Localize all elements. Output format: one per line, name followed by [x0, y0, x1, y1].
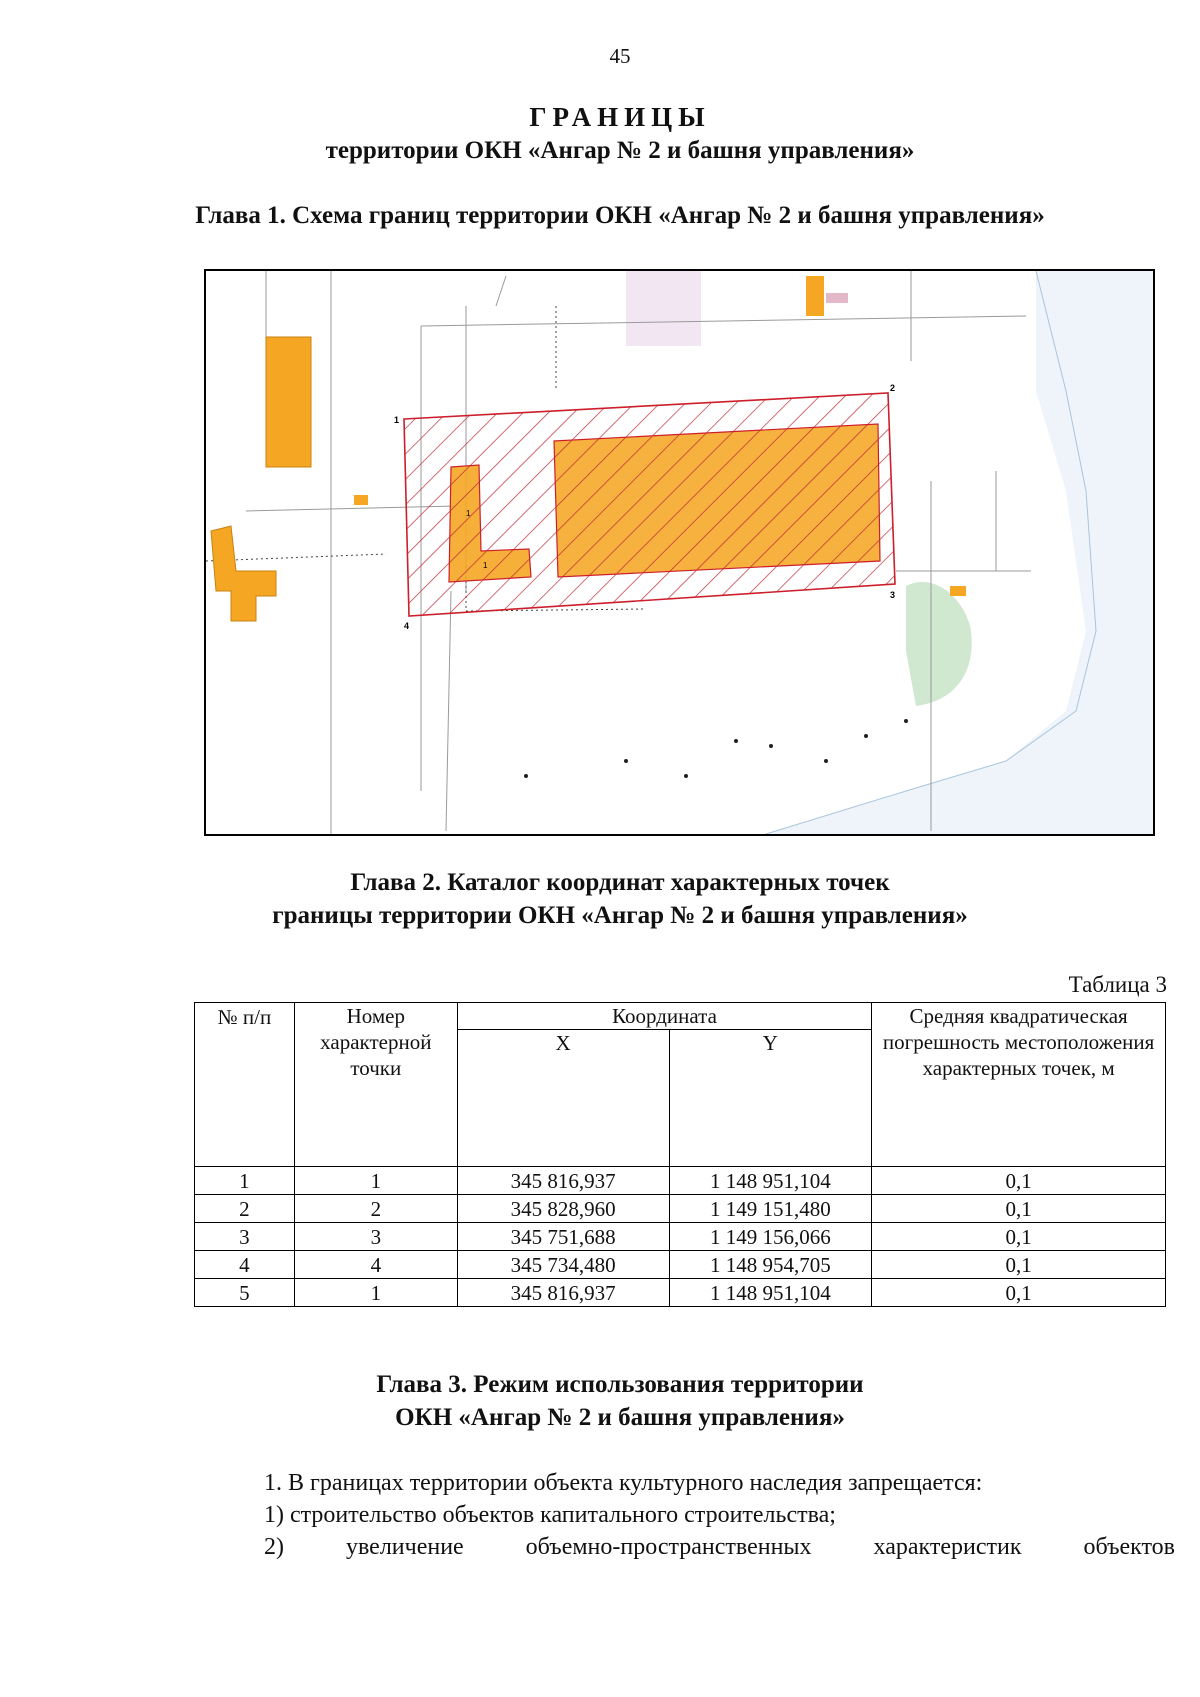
cell-y: 1 148 951,104	[669, 1167, 872, 1195]
table-row	[195, 1279, 1166, 1307]
cell-y: 1 148 954,705	[669, 1251, 872, 1279]
chapter3-heading-line1: Глава 3. Режим использования территории	[376, 1371, 864, 1398]
cell-num: 1	[195, 1167, 295, 1195]
title-main: ГРАНИЦЫ	[529, 102, 711, 132]
chapter3-heading-line2: ОКН «Ангар № 2 и башня управления»	[395, 1404, 845, 1431]
header-error: Средняя квадратическая погрешность местоположения характерных точек, м	[872, 1003, 1166, 1167]
cell-point: 1	[294, 1167, 457, 1195]
chapter3-heading	[0, 1368, 1200, 1434]
header-point: Номер характерной точки	[294, 1003, 457, 1167]
boundary-map	[204, 269, 1155, 836]
building-small-right	[950, 586, 966, 596]
point-label-1: 1	[394, 415, 400, 425]
hangar-hatch	[554, 424, 880, 577]
cell-point: 1	[294, 1279, 457, 1307]
cell-error: 0,1	[872, 1223, 1166, 1251]
cell-num: 3	[195, 1223, 295, 1251]
building-left-bottom	[211, 526, 276, 621]
cell-y: 1 149 156,066	[669, 1223, 872, 1251]
chapter2-heading	[0, 866, 1200, 932]
header-num: № п/п	[195, 1003, 295, 1167]
header-coord: Координата	[457, 1003, 871, 1030]
page-number: 45	[609, 44, 631, 68]
paragraph-1: 1. В границах территории объекта культурного наследия запрещается:	[264, 1470, 983, 1496]
cell-error: 0,1	[872, 1167, 1166, 1195]
green-area	[906, 582, 972, 706]
cell-point: 2	[294, 1195, 457, 1223]
paragraph-2: 1) строительство объектов капитального строительства;	[264, 1502, 836, 1528]
cell-num: 2	[195, 1195, 295, 1223]
cell-num: 4	[195, 1251, 295, 1279]
header-y: Y	[669, 1030, 872, 1167]
building-left-top	[266, 337, 311, 467]
paragraph-3: 2) увеличение объемно-пространственных характеристик объектов	[264, 1534, 1175, 1560]
point-label-2: 2	[890, 383, 896, 393]
header-x: X	[457, 1030, 669, 1167]
cell-x: 345 751,688	[457, 1223, 669, 1251]
document-title	[0, 100, 1200, 168]
cell-point: 4	[294, 1251, 457, 1279]
cell-x: 345 816,937	[457, 1279, 669, 1307]
cell-error: 0,1	[872, 1195, 1166, 1223]
lilac-area	[626, 271, 701, 346]
cell-point: 3	[294, 1223, 457, 1251]
cell-x: 345 734,480	[457, 1251, 669, 1279]
chapter2-heading-line1: Глава 2. Каталог координат характерных точек	[350, 869, 890, 896]
table-row	[195, 1195, 1166, 1223]
building-label-1: 1	[466, 509, 471, 518]
table-row	[195, 1223, 1166, 1251]
chapter1-heading: Глава 1. Схема границ территории ОКН «Ангар № 2 и башня управления»	[195, 202, 1045, 229]
cell-y: 1 148 951,104	[669, 1279, 872, 1307]
building-top-right	[806, 276, 824, 316]
title-subtitle: территории ОКН «Ангар № 2 и башня управления»	[325, 137, 915, 164]
cell-y: 1 149 151,480	[669, 1195, 872, 1223]
cell-error: 0,1	[872, 1279, 1166, 1307]
cell-x: 345 816,937	[457, 1167, 669, 1195]
table-row	[195, 1167, 1166, 1195]
table-caption: Таблица 3	[1068, 972, 1167, 997]
building-label-2: 1	[483, 561, 488, 570]
map-drawing	[206, 271, 1153, 834]
map-dots	[524, 719, 908, 778]
point-label-4: 4	[404, 621, 410, 631]
chapter2-heading-line2: границы территории ОКН «Ангар № 2 и башня управления»	[272, 902, 968, 929]
cell-error: 0,1	[872, 1251, 1166, 1279]
cell-x: 345 828,960	[457, 1195, 669, 1223]
coordinates-table	[194, 1002, 1166, 1307]
shed-top-right	[826, 293, 848, 303]
point-label-3: 3	[890, 590, 896, 600]
building-small-left	[354, 495, 368, 505]
body-text	[264, 1467, 1175, 1563]
table-row	[195, 1251, 1166, 1279]
cell-num: 5	[195, 1279, 295, 1307]
